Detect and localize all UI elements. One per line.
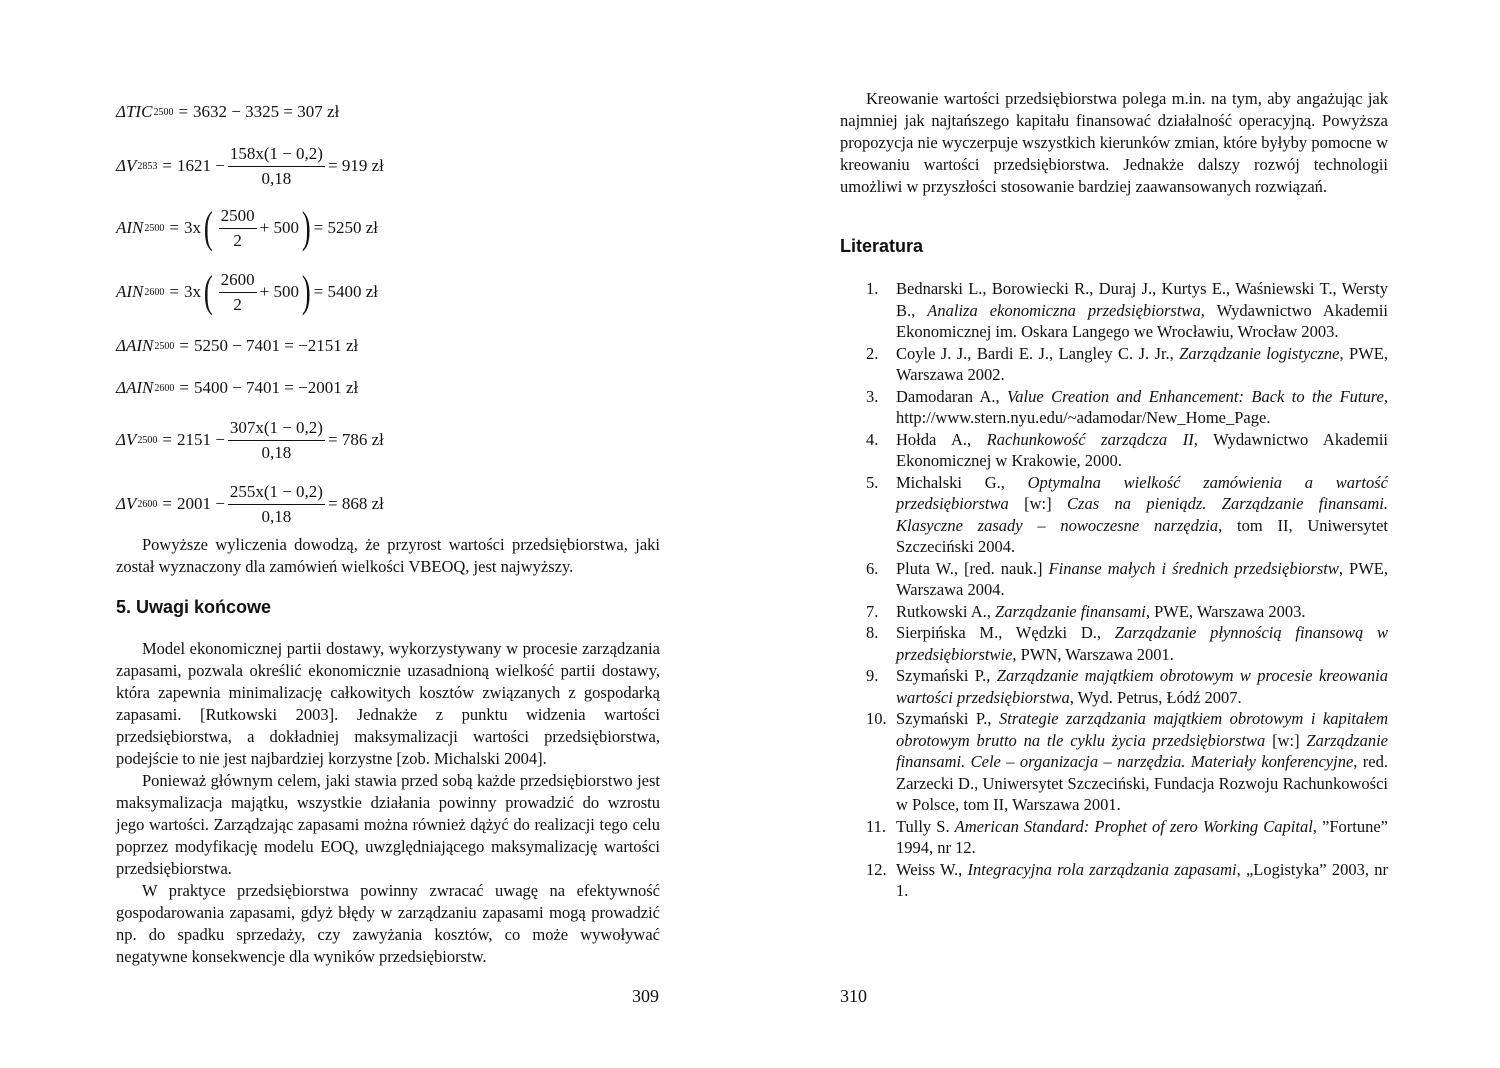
intro-block <box>840 88 1388 198</box>
reference-detail: [w:] <box>1008 494 1068 513</box>
reference-detail: , PWE, Warszawa 2002. <box>896 343 1388 384</box>
left-paren: ( <box>203 203 213 252</box>
formula-subscript: 2500 <box>144 222 165 234</box>
intro-paragraph: Kreowanie wartości przedsiębiorstwa polega m.in. na tym, aby angażując jak najmniej jak najtańszego kapitału finansować działalność operacyjną. Powyższa propozycja nie wyczerpuje wszystkich kierunków zmian, które byłyby pomocne w kreowaniu wartości przedsiębiorstwa. Jednakże dalszy rozwój technologii umożliwi w przyszłości stosowanie bardziej zaawansowanych rozwiązań. <box>840 89 1388 196</box>
formula-dain-2600 <box>116 368 358 408</box>
reference-detail: , PWE, Warszawa 2004. <box>896 558 1388 599</box>
reference-text <box>896 859 1388 902</box>
reference-text <box>896 816 1388 859</box>
reference-item <box>866 665 1388 708</box>
formula-mid: + 500 <box>259 218 299 237</box>
reference-title: Zarządzanie finansami <box>995 601 1146 621</box>
equals-sign: = <box>169 282 179 301</box>
reference-number: 6. <box>866 558 879 578</box>
reference-item <box>866 343 1388 386</box>
reference-item <box>866 278 1388 343</box>
reference-title: Optymalna wielkość zamówienia a wartość przedsiębiorstwa <box>896 472 1388 513</box>
denominator: 0,18 <box>261 506 292 526</box>
body-paragraph: Ponieważ głównym celem, jaki stawia przed sobą każde przedsiębiorstwo jest maksymalizacja majątku, wszystkie działania powinny prowadzić do wzrostu jego wartości. Zarządzając zapasami można również dążyć do realizacji tego celu poprzez modyfikację modelu EOQ, uwzględniającego maksymalizację wartości przedsiębiorstwa. <box>116 771 660 878</box>
reference-number: 10. <box>866 709 887 728</box>
reference-item <box>866 708 1388 816</box>
formula-mid: + 500 <box>259 282 299 301</box>
equals-sign: = <box>162 494 172 513</box>
reference-number: 1. <box>866 279 879 298</box>
numerator: 307x(1 − 0,2) <box>228 418 325 441</box>
formula-dv-2853 <box>116 143 384 188</box>
reference-number: 7. <box>866 601 879 621</box>
numerator: 158x(1 − 0,2) <box>228 144 325 167</box>
fraction <box>219 270 257 315</box>
reference-text <box>896 622 1388 665</box>
reference-title: Zarządzanie płynnością finansową w przedsiębiorstwie <box>896 623 1388 664</box>
reference-text <box>896 665 1388 708</box>
references-heading: Literatura <box>840 236 924 256</box>
reference-detail: Szymański P., <box>896 709 1000 728</box>
reference-detail: , „Logistyka” 2003, nr 1. <box>896 859 1389 900</box>
reference-item <box>866 558 1388 601</box>
formula-post: = 786 zł <box>327 430 384 449</box>
fraction <box>228 482 325 527</box>
formula-pre: 1621 − <box>176 156 225 175</box>
reference-title: Finanse małych i średnich przedsiębiorstw <box>1048 558 1339 578</box>
reference-number: 5. <box>866 472 879 492</box>
reference-text <box>896 429 1388 472</box>
formula-pre: 2151 − <box>176 430 225 449</box>
denominator: 0,18 <box>261 442 292 462</box>
formula-ain-2500 <box>116 203 378 252</box>
formula-pre: 3x <box>183 218 201 237</box>
formula-post: = 5250 zł <box>313 218 378 237</box>
formula-lhs: ΔV <box>116 430 137 449</box>
reference-detail: Rutkowski A., <box>896 601 996 621</box>
reference-text <box>896 601 1388 623</box>
reference-title: Zarządzanie logistyczne <box>1179 343 1340 363</box>
equals-sign: = <box>178 102 189 121</box>
reference-detail: Bednarski L., Borowiecki R., Duraj J., Kurtys E., Waśniewski T., Wersty B., <box>896 279 1388 320</box>
formula-dain-2500 <box>116 326 358 366</box>
reference-number: 2. <box>866 343 879 363</box>
formula-post: = 868 zł <box>327 494 384 513</box>
numerator: 2600 <box>219 270 257 293</box>
formula-dv-2600 <box>116 481 384 526</box>
reference-detail: [w:] <box>1265 730 1307 750</box>
formula-subscript: 2600 <box>154 382 175 394</box>
formula-subscript: 2500 <box>137 434 158 446</box>
reference-detail: , tom II, Uniwersytet Szczeciński 2004. <box>896 515 1388 556</box>
reference-detail: Szymański P., <box>896 666 997 685</box>
reference-list <box>866 278 1388 902</box>
fraction <box>219 206 257 251</box>
formula-dtic-2500 <box>116 92 339 132</box>
reference-detail: Weiss W., <box>896 859 968 879</box>
formula-rhs: 3632 − 3325 = 307 zł <box>193 102 340 121</box>
denominator: 2 <box>233 230 242 250</box>
reference-detail: , Wyd. Petrus, Łódź 2007. <box>1069 687 1242 707</box>
reference-text <box>896 386 1388 429</box>
equals-sign: = <box>162 156 172 175</box>
conclusion-paragraph: Powyższe wyliczenia dowodzą, że przyrost wartości przedsiębiorstwa, jaki został wyznaczony dla zamówień wielkości VBEOQ, jest najwyższy. <box>116 535 660 576</box>
numerator: 2500 <box>219 206 257 229</box>
reference-item <box>866 622 1388 665</box>
formula-lhs: ΔV <box>116 156 137 175</box>
formula-pre: 2001 − <box>176 494 225 513</box>
reference-title: Integracyjna rola zarządzania zapasami <box>967 859 1237 879</box>
reference-detail: Michalski G., <box>896 472 1028 492</box>
reference-title: Strategie zarządzania majątkiem obrotowym i kapitałem obrotowym brutto na tle cyklu życia przedsiębiorstwa <box>896 709 1388 750</box>
reference-title: Rachunkowość zarządcza II <box>986 429 1194 449</box>
fraction <box>228 418 325 463</box>
reference-detail: , http://www.stern.nyu.edu/~adamodar/New_Home_Page. <box>896 386 1388 427</box>
reference-item <box>866 816 1388 859</box>
reference-detail: , ”Fortune” 1994, nr 12. <box>896 816 1388 857</box>
reference-text <box>896 343 1388 386</box>
page-number: 310 <box>840 986 867 1006</box>
formula-post: = 919 zł <box>327 156 384 175</box>
formula-subscript: 2500 <box>154 340 175 352</box>
reference-detail: Tully S. <box>896 816 955 836</box>
reference-number: 3. <box>866 386 879 406</box>
denominator: 0,18 <box>261 168 292 188</box>
reference-detail: , red. Zarzecki D., Uniwersytet Szczeciński, Fundacja Rozwoju Rachunkowości w Polsce, tom II, Warszawa 2001. <box>896 752 1389 814</box>
reference-number: 11. <box>866 816 887 836</box>
reference-number: 9. <box>866 666 879 685</box>
right-paren: ) <box>301 203 311 252</box>
reference-title: Analiza ekonomiczna przedsiębiorstwa <box>927 300 1201 320</box>
reference-detail: , Wydawnictwo Akademii Ekonomicznej im. Oskara Langego we Wrocławiu, Wrocław 2003. <box>896 300 1388 341</box>
denominator: 2 <box>233 294 242 314</box>
right-paren: ) <box>301 267 311 316</box>
formula-rhs: 5250 − 7401 = −2151 zł <box>193 336 359 355</box>
reference-detail: , PWE, Warszawa 2003. <box>1145 601 1306 621</box>
formula-lhs: ΔV <box>116 494 137 513</box>
reference-title: Zarządzanie majątkiem obrotowym w procesie kreowania wartości przedsiębiorstwa <box>896 666 1388 707</box>
reference-detail: , PWN, Warszawa 2001. <box>1012 644 1174 664</box>
reference-title: Czas na pieniądz. Zarządzanie finansami. Klasyczne zasady – nowoczesne narzędzia <box>896 494 1388 535</box>
section-heading: 5. Uwagi końcowe <box>116 597 272 617</box>
equals-sign: = <box>169 218 179 237</box>
left-paren: ( <box>203 267 213 316</box>
reference-title: American Standard: Prophet of zero Working Capital <box>954 816 1313 836</box>
reference-item <box>866 386 1388 429</box>
reference-detail: Sierpińska M., Wędzki D., <box>896 623 1115 642</box>
formula-lhs: ΔTIC <box>116 102 153 121</box>
reference-item <box>866 472 1388 558</box>
reference-text <box>896 278 1388 343</box>
reference-detail: , Wydawnictwo Akademii Ekonomicznej w Krakowie, 2000. <box>896 429 1388 470</box>
reference-detail: Pluta W., [red. nauk.] <box>896 558 1049 578</box>
equals-sign: = <box>162 430 172 449</box>
formula-post: = 5400 zł <box>313 282 378 301</box>
reference-number: 12. <box>866 859 887 879</box>
formula-subscript: 2500 <box>153 106 174 118</box>
reference-title: Zarządzanie finansami. Cele – organizacja – narzędzia. Materiały konferencyjne <box>896 730 1388 771</box>
reference-number: 8. <box>866 623 879 642</box>
numerator: 255x(1 − 0,2) <box>228 482 325 505</box>
reference-text <box>896 708 1388 816</box>
formula-rhs: 5400 − 7401 = −2001 zł <box>193 378 359 397</box>
formula-subscript: 2853 <box>137 160 158 172</box>
formula-lhs: AIN <box>116 218 144 237</box>
formula-subscript: 2600 <box>144 286 165 298</box>
equals-sign: = <box>179 336 189 355</box>
reference-item <box>866 859 1388 902</box>
reference-text <box>896 558 1388 601</box>
reference-detail: Damodaran A., <box>896 386 1008 406</box>
reference-detail: Hołda A., <box>896 429 987 449</box>
reference-number: 4. <box>866 429 879 449</box>
page-number: 309 <box>632 986 659 1006</box>
formula-lhs: ΔAIN <box>116 336 154 355</box>
formula-subscript: 2600 <box>137 498 158 510</box>
section-body <box>116 638 660 968</box>
formula-pre: 3x <box>183 282 201 301</box>
reference-item <box>866 429 1388 472</box>
equals-sign: = <box>179 378 189 397</box>
formula-lhs: ΔAIN <box>116 378 154 397</box>
body-paragraph: W praktyce przedsiębiorstwa powinny zwracać uwagę na efektywność gospodarowania zapasami, gdyż błędy w zarządzaniu zapasami mogą prowadzić np. do spadku sprzedaży, czy zawyżania kosztów, co może wywoływać negatywne konsekwencje dla wyników przedsiębiorstw. <box>116 881 660 966</box>
reference-item <box>866 601 1388 623</box>
formula-dv-2500 <box>116 417 384 462</box>
fraction <box>228 144 325 189</box>
reference-detail: Coyle J. J., Bardi E. J., Langley C. J. Jr., <box>896 343 1180 363</box>
formula-lhs: AIN <box>116 282 144 301</box>
formula-ain-2600 <box>116 267 378 316</box>
conclusion-block <box>116 534 660 578</box>
body-paragraph: Model ekonomicznej partii dostawy, wykorzystywany w procesie zarządzania zapasami, pozwala określić ekonomicznie uzasadnioną wielkość partii dostawy, która zapewnia minimalizację całkowitych kosztów związanych z gospodarką zapasami. [Rutkowski 2003]. Jednakże z punktu widzenia wartości przedsiębiorstwa, a dokładniej maksymalizacji wartości przedsiębiorstwa, podejście to nie jest najbardziej korzystne [zob. Michalski 2004]. <box>116 639 660 768</box>
reference-text <box>896 472 1388 558</box>
reference-title: Value Creation and Enhancement: Back to the Future <box>1007 386 1384 406</box>
